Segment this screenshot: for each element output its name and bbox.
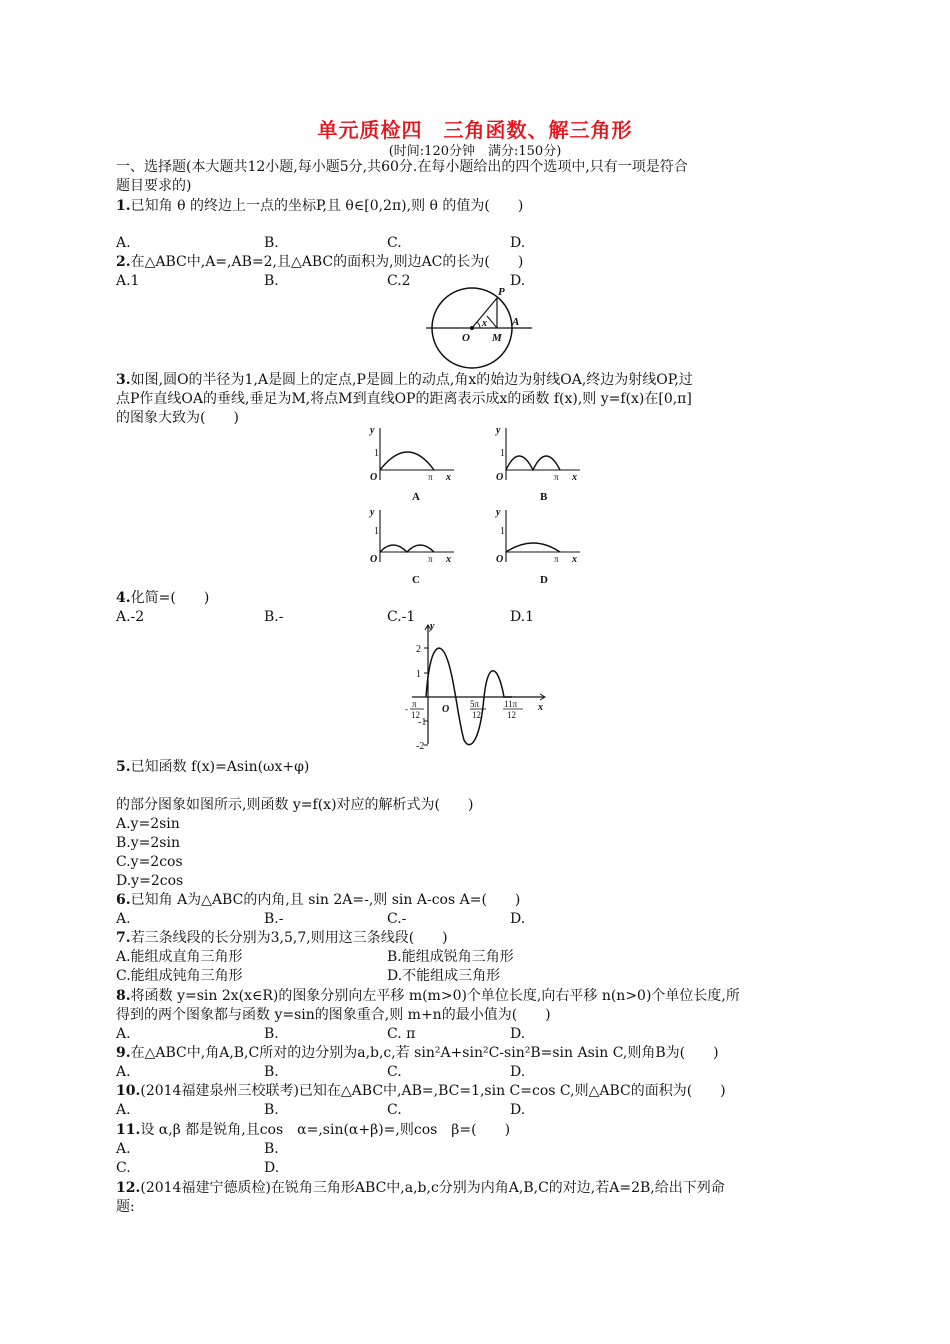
q6-option-a[interactable]: A. <box>116 911 131 927</box>
svg-text:12: 12 <box>472 710 481 720</box>
svg-text:y: y <box>370 425 375 436</box>
svg-text:x: x <box>572 472 577 483</box>
q7-option-b[interactable]: B.能组成锐角三角形 <box>387 949 514 965</box>
svg-text:-: - <box>405 704 408 714</box>
svg-text:B: B <box>540 491 548 503</box>
q11-option-d[interactable]: D. <box>264 1160 280 1176</box>
page-title: 单元质检四 三角函数、解三角形 <box>317 118 633 142</box>
svg-text:11π: 11π <box>504 699 518 709</box>
q5-option-a[interactable]: A.y=2sin <box>116 816 180 832</box>
q2-option-a[interactable]: A.1 <box>116 273 140 289</box>
q4-option-c[interactable]: C.-1 <box>387 609 416 625</box>
question-6: 6.已知角 A为△ABC的内角,且 sin 2A=-,则 sin A-cos A=( ) <box>116 892 521 908</box>
question-5-cont: 的部分图象如图所示,则函数 y=f(x)对应的解析式为( ) <box>116 797 474 813</box>
q3-graph-a[interactable] <box>368 424 458 504</box>
svg-text:O: O <box>462 332 470 344</box>
svg-text:x: x <box>572 554 577 565</box>
q10-option-b[interactable]: B. <box>264 1102 279 1118</box>
q7-option-a[interactable]: A.能组成直角三角形 <box>116 949 243 965</box>
q8-option-b[interactable]: B. <box>264 1026 279 1042</box>
svg-text:A: A <box>512 316 520 328</box>
q9-option-b[interactable]: B. <box>264 1064 279 1080</box>
svg-text:O: O <box>370 472 378 483</box>
q8-option-c[interactable]: C. π <box>387 1026 416 1042</box>
question-3-cont-2: 的图象大致为( ) <box>116 410 239 426</box>
question-12-cont: 题: <box>116 1199 135 1215</box>
q2-option-b[interactable]: B. <box>264 273 279 289</box>
q2-option-c[interactable]: C.2 <box>387 273 411 289</box>
question-8: 8.将函数 y=sin 2x(x∈R)的图象分别向左平移 m(m>0)个单位长度,向右平移 n(n>0)个单位长度,所 <box>116 988 740 1004</box>
svg-text:x: x <box>482 318 487 329</box>
q10-option-c[interactable]: C. <box>387 1102 402 1118</box>
svg-text:y: y <box>496 425 501 436</box>
q10-option-d[interactable]: D. <box>510 1102 526 1118</box>
question-2: 2.在△ABC中,A=,AB=2,且△ABC的面积为,则边AC的长为( ) <box>116 254 524 270</box>
q4-option-d[interactable]: D.1 <box>510 609 535 625</box>
q1-option-a[interactable]: A. <box>116 235 131 251</box>
svg-text:y: y <box>496 507 501 518</box>
question-12: 12.(2014福建宁德质检)在锐角三角形ABC中,a,b,c分别为内角A,B,C的对边,若A=2B,给出下列命 <box>116 1180 725 1196</box>
q3-graph-c[interactable] <box>368 506 458 586</box>
q5-option-b[interactable]: B.y=2sin <box>116 835 180 851</box>
svg-text:O: O <box>496 554 504 565</box>
svg-text:D: D <box>540 574 548 586</box>
q1-option-d[interactable]: D. <box>510 235 526 251</box>
svg-text:-1: -1 <box>418 717 427 728</box>
svg-text:12: 12 <box>507 710 516 720</box>
question-9: 9.在△ABC中,角A,B,C所对的边分别为a,b,c,若 sin²A+sin²C-sin²B=sin Asin C,则角B为( ) <box>116 1045 719 1061</box>
svg-text:π: π <box>412 699 417 709</box>
q11-option-b[interactable]: B. <box>264 1141 279 1157</box>
svg-text:1: 1 <box>416 669 421 680</box>
q7-option-c[interactable]: C.能组成钝角三角形 <box>116 968 243 984</box>
svg-text:x: x <box>446 554 451 565</box>
svg-text:1: 1 <box>374 526 379 537</box>
q6-option-c[interactable]: C.- <box>387 911 407 927</box>
q8-option-d[interactable]: D. <box>510 1026 526 1042</box>
sine-graph-figure <box>404 620 554 755</box>
svg-text:x: x <box>446 472 451 483</box>
q1-option-c[interactable]: C. <box>387 235 402 251</box>
question-10: 10.(2014福建泉州三校联考)已知在△ABC中,AB=,BC=1,sin C=cos C,则△ABC的面积为( ) <box>116 1083 726 1099</box>
q11-option-c[interactable]: C. <box>116 1160 131 1176</box>
svg-text:1: 1 <box>374 448 379 459</box>
svg-text:x: x <box>538 702 543 713</box>
svg-text:2: 2 <box>416 644 421 655</box>
svg-text:O: O <box>370 554 378 565</box>
section-header: 一、选择题(本大题共12小题,每小题5分,共60分.在每小题给出的四个选项中,只有一项是符合 <box>116 159 688 175</box>
subtitle: (时间:120分钟 满分:150分) <box>388 144 562 159</box>
unit-circle-figure <box>420 282 540 372</box>
section-header-cont: 题目要求的) <box>116 178 192 194</box>
q9-option-c[interactable]: C. <box>387 1064 402 1080</box>
svg-text:π: π <box>554 472 559 482</box>
q5-option-c[interactable]: C.y=2cos <box>116 854 183 870</box>
q3-graph-d[interactable] <box>494 506 584 586</box>
question-5: 5.已知函数 f(x)=Asin(ωx+φ) <box>116 759 310 775</box>
q5-option-d[interactable]: D.y=2cos <box>116 873 184 889</box>
svg-text:y: y <box>370 507 375 518</box>
q9-option-a[interactable]: A. <box>116 1064 131 1080</box>
question-8-cont: 得到的两个图象都与函数 y=sin的图象重合,则 m+n的最小值为( ) <box>116 1007 551 1023</box>
svg-text:O: O <box>442 704 450 715</box>
q3-graph-b[interactable] <box>494 424 584 504</box>
question-11: 11.设 α,β 都是锐角,且cos α=,sin(α+β)=,则cos β=( ) <box>116 1122 511 1138</box>
svg-text:C: C <box>412 574 420 586</box>
q6-option-d[interactable]: D. <box>510 911 526 927</box>
question-3: 3.如图,圆O的半径为1,A是圆上的定点,P是圆上的动点,角x的始边为射线OA,终边为射线OP,过 <box>116 372 693 388</box>
q10-option-a[interactable]: A. <box>116 1102 131 1118</box>
q8-option-a[interactable]: A. <box>116 1026 131 1042</box>
q7-option-d[interactable]: D.不能组成三角形 <box>387 968 501 984</box>
q4-option-b[interactable]: B.- <box>264 609 284 625</box>
svg-text:A: A <box>412 491 420 503</box>
q1-option-b[interactable]: B. <box>264 235 279 251</box>
svg-text:π: π <box>428 554 433 564</box>
question-7: 7.若三条线段的长分别为3,5,7,则用这三条线段( ) <box>116 930 448 946</box>
q11-option-a[interactable]: A. <box>116 1141 131 1157</box>
svg-text:y: y <box>430 621 435 632</box>
q4-option-a[interactable]: A.-2 <box>116 609 145 625</box>
question-4: 4.化简=( ) <box>116 590 210 606</box>
q2-option-d[interactable]: D. <box>510 273 526 289</box>
svg-text:5π: 5π <box>470 699 480 709</box>
svg-text:π: π <box>428 472 433 482</box>
svg-text:1: 1 <box>500 526 505 537</box>
question-1: 1.已知角 θ 的终边上一点的坐标P,且 θ∈[0,2π),则 θ 的值为( ) <box>116 198 524 214</box>
svg-text:M: M <box>492 332 502 344</box>
svg-text:-2: -2 <box>416 741 425 752</box>
q6-option-b[interactable]: B.- <box>264 911 284 927</box>
svg-text:1: 1 <box>500 448 505 459</box>
svg-text:π: π <box>554 554 559 564</box>
svg-text:O: O <box>496 472 504 483</box>
q9-option-d[interactable]: D. <box>510 1064 526 1080</box>
question-3-cont-1: 点P作直线OA的垂线,垂足为M,将点M到直线OP的距离表示成x的函数 f(x),则 y=f(x)在[0,π] <box>116 391 692 407</box>
svg-text:12: 12 <box>411 710 420 720</box>
svg-text:P: P <box>498 286 505 298</box>
